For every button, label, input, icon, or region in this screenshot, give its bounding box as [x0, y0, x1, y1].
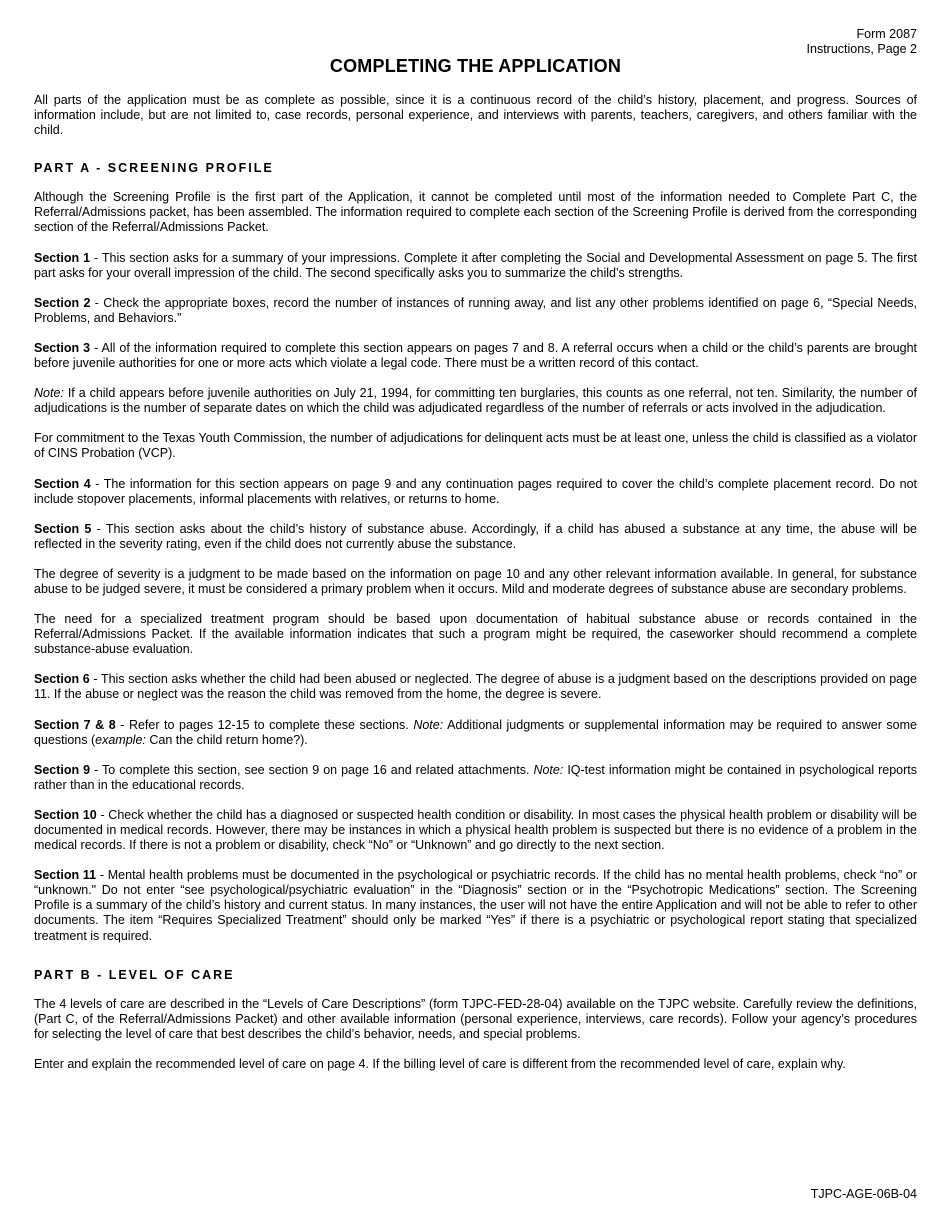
levels-paragraph: The 4 levels of care are described in the “Levels of Care Descriptions” (form TJPC-FED-28-04) available on the TJPC website. Carefully review the definitions, (Part C, of the Referral/Admissions Packet) and other available information (personal experience, interviews, care records). Follow your agency’s procedures for selecting the level of care that best describes the child’s behavior, needs, and special problems. — [34, 996, 917, 1041]
part-a-intro: Although the Screening Profile is the first part of the Application, it cannot be completed until most of the information needed to Complete Part C, the Referral/Admissions packet, has been assembled. The information required to complete each section of the Screening Profile is derived from the corresponding section of the Referral/Admissions Packet. — [34, 190, 917, 235]
section-1-paragraph — [34, 251, 917, 281]
section-7-8-text-b: Additional judgments or supplemental information may be required to answer some questions ( — [34, 717, 917, 747]
part-b-heading: PART B - LEVEL OF CARE — [34, 967, 235, 982]
section-7-8-label: Section 7 & 8 — [34, 717, 116, 732]
section-7-8-text-c: Can the child return home?). — [145, 732, 308, 747]
section-7-8-text-a: - Refer to pages 12-15 to complete these sections. — [115, 717, 414, 732]
section-9-note-label: Note: — [533, 762, 564, 777]
section-11-text: - Mental health problems must be documented in the psychological or psychiatric records. If the child has no mental health problems, check “no” or “unknown." Do not enter “see psychological/psychiatric evaluation” in the “Diagnosis” section or in the “Psychotropic Medications” section. The Screening Profile is a summary of the child’s history and current status. In many instances, the user will not have the entire Application and will not be able to refer to other documents. The item “Requires Specialized Treatment” should only be marked “Yes” if there is a psychiatric or psychological report stating that specialized treatment is required. — [34, 868, 917, 943]
section-2-text: - Check the appropriate boxes, record the number of instances of running away, and list any other problems identified on page 6, “Special Needs, Problems, and Behaviors.” — [34, 295, 917, 325]
section-3-label: Section 3 — [34, 340, 91, 355]
section-2-label: Section 2 — [34, 295, 91, 310]
section-3-paragraph — [34, 341, 917, 371]
section-9-label: Section 9 — [34, 762, 91, 777]
form-number: Form 2087 — [856, 27, 917, 41]
document-body — [34, 93, 917, 1087]
section-9-text-b: IQ-test information might be contained in psychological reports rather than in the educational records. — [34, 762, 918, 792]
section-2-paragraph — [34, 296, 917, 326]
section-11-paragraph — [34, 868, 917, 943]
section-5-paragraph — [34, 522, 917, 552]
note-label: Note: — [34, 386, 64, 401]
section-9-paragraph — [34, 763, 917, 793]
section-6-label: Section 6 — [34, 672, 90, 687]
section-10-paragraph — [34, 808, 917, 853]
section-10-label: Section 10 — [34, 807, 97, 822]
page-label: Instructions, Page 2 — [806, 42, 917, 56]
section-7-8-paragraph — [34, 718, 917, 748]
section-6-paragraph — [34, 672, 917, 702]
note-referrals-paragraph — [34, 386, 917, 416]
section-1-text: - This section asks for a summary of your impressions. Complete it after completing the Social and Developmental Assessment on page 5. The first part asks for your overall impression of the child. The second specifically asks you to summarize the child’s strengths. — [34, 250, 917, 280]
section-10-text: - Check whether the child has a diagnosed or suspected health condition or disability. In most cases the physical health problem or disability will be documented in medical records. However, there may be instances in which a physical health problem is suspected but there is no evidence of a problem in the medical records. If there is not a problem or disability, check “No” or “Unknown” and go directly to the next section. — [34, 807, 917, 853]
section-4-label: Section 4 — [34, 476, 91, 491]
section-5-label: Section 5 — [34, 521, 92, 536]
section-5-text: - This section asks about the child’s history of substance abuse. Accordingly, if a child has abused a substance at any time, the abuse will be reflected in the severity rating, even if the child does not currently abuse the substance. — [34, 521, 917, 551]
section-7-8-note-label: Note: — [413, 717, 444, 732]
form-header — [807, 27, 917, 57]
treatment-paragraph: The need for a specialized treatment program should be based upon documentation of habitual substance abuse or records contained in the Referral/Admissions Packet. If the available information indicates that such a program might be required, the caseworker should recommend a complete substance-abuse evaluation. — [34, 612, 917, 657]
section-4-text: - The information for this section appears on page 9 and any continuation pages required to cover the child’s complete placement record. Do not include stopover placements, informal placements with relatives, or returns to home. — [34, 476, 917, 506]
section-6-text: - This section asks whether the child had been abused or neglected. The degree of abuse is a judgment based on the descriptions provided on page 11. If the abuse or neglect was the reason the child was removed from the home, the degree is severe. — [34, 672, 918, 702]
section-4-paragraph — [34, 477, 917, 507]
intro-paragraph: All parts of the application must be as complete as possible, since it is a continuous record of the child’s history, placement, and progress. Sources of information include, but are not limited to, case records, personal experience, and interviews with parents, teachers, caregivers, and others familiar with the child. — [34, 93, 917, 138]
page-title: COMPLETING THE APPLICATION — [329, 56, 622, 76]
form-code-footer: TJPC-AGE-06B-04 — [810, 1187, 917, 1201]
section-1-label: Section 1 — [34, 250, 91, 265]
severity-paragraph: The degree of severity is a judgment to be made based on the information on page 10 and any other relevant information available. In general, for substance abuse to be judged severe, it must be considered a primary problem when it occurs. Mild and moderate degrees of substance abuse are secondary problems. — [34, 566, 917, 596]
note-text: If a child appears before juvenile authorities on July 21, 1994, for committing ten burglaries, this counts as one referral, not ten. Similarity, the number of adjudications is the number of separate dates on which the child was adjudicated regardless of the number of referrals or acts involved in the adjudication. — [34, 386, 917, 416]
section-7-8-example-label: example: — [95, 732, 146, 747]
section-11-label: Section 11 — [34, 868, 97, 883]
commitment-paragraph: For commitment to the Texas Youth Commission, the number of adjudications for delinquent acts must be at least one, unless the child is classified as a violator of CINS Probation (VCP). — [34, 431, 917, 461]
part-a-heading: PART A - SCREENING PROFILE — [34, 161, 274, 176]
section-9-text-a: - To complete this section, see section 9 on page 16 and related attachments. — [90, 762, 534, 777]
enter-level-paragraph: Enter and explain the recommended level of care on page 4. If the billing level of care is different from the recommended level of care, explain why. — [34, 1056, 846, 1071]
section-3-text: - All of the information required to complete this section appears on pages 7 and 8. A referral occurs when a child or the child’s parents are brought before juvenile authorities for one or more acts which violate a legal code. There must be a written record of this contact. — [34, 340, 917, 371]
